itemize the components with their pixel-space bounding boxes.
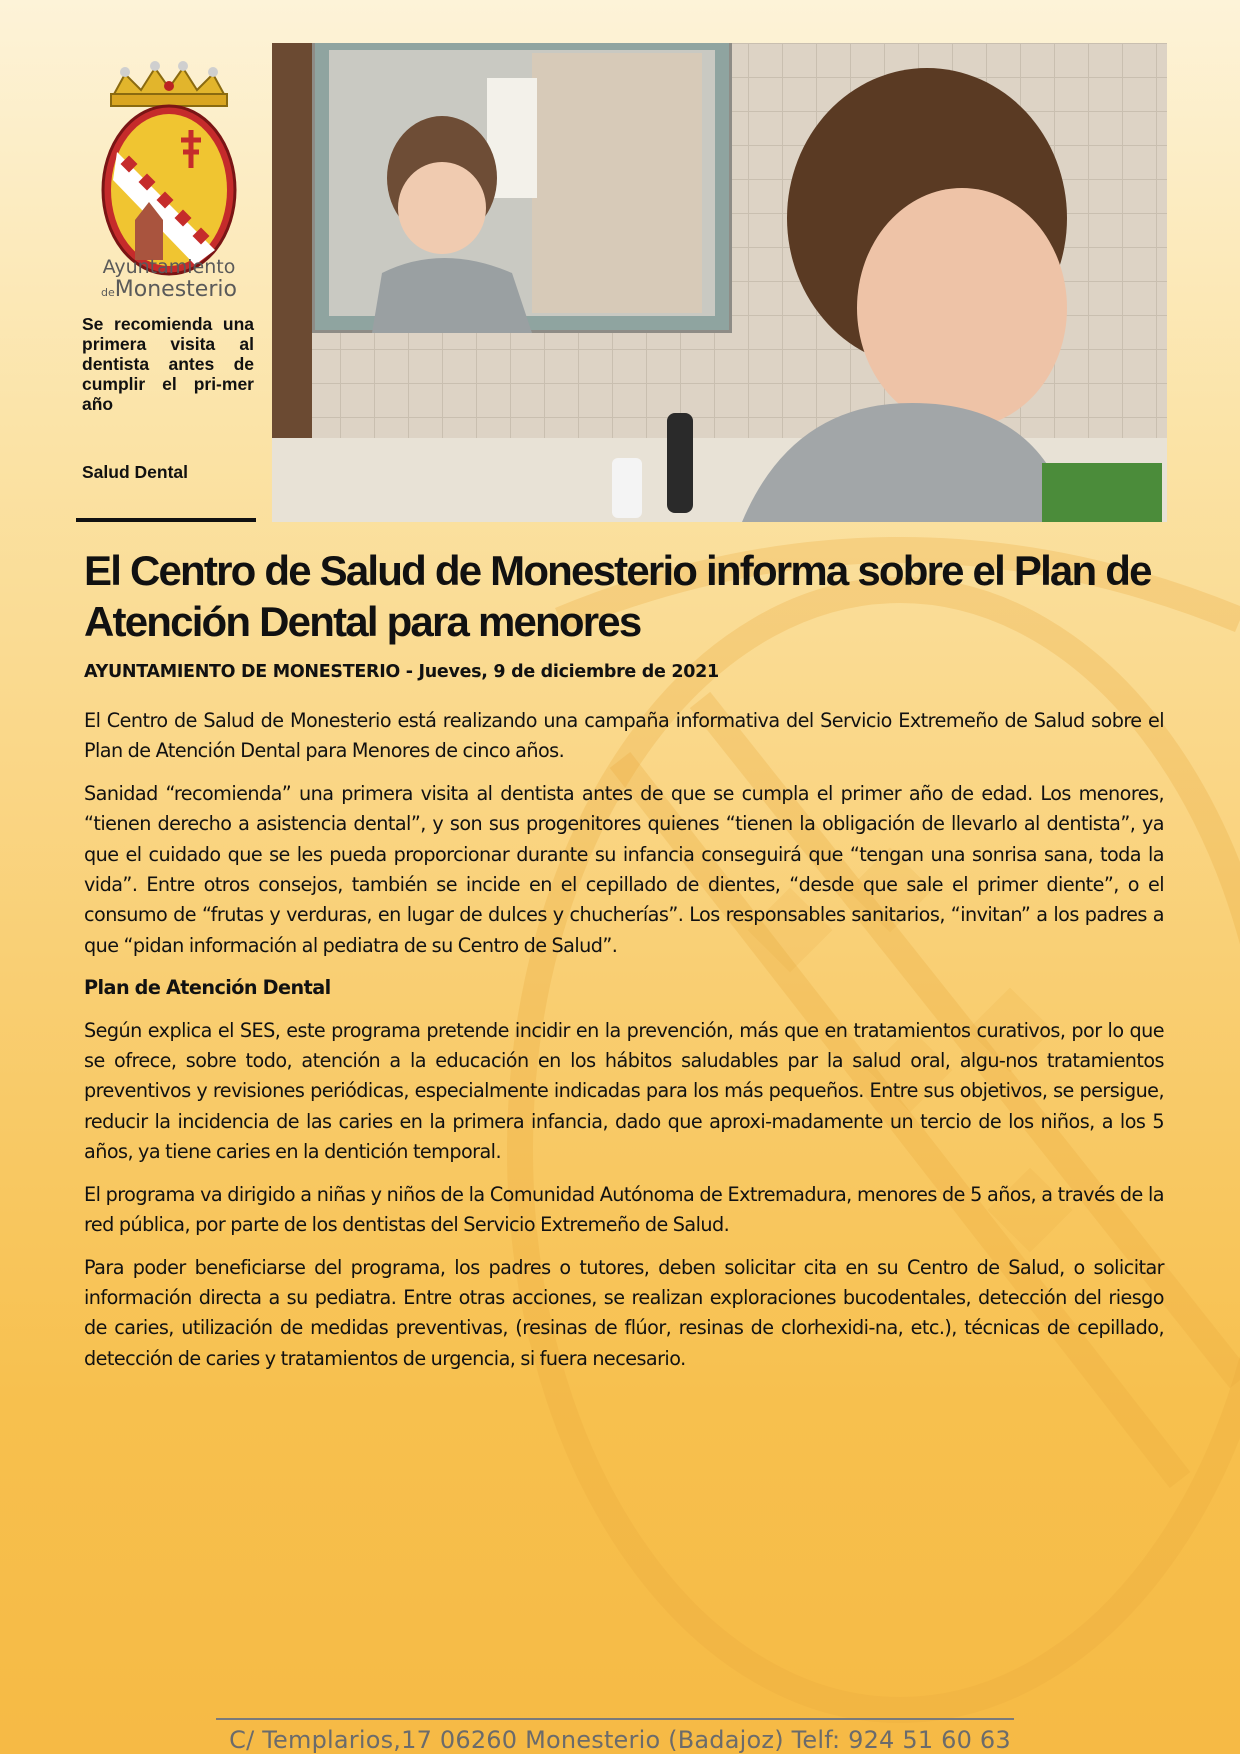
article-subheading: Plan de Atención Dental <box>84 976 331 1000</box>
article-body <box>84 706 1164 1386</box>
article-paragraph-5: Para poder beneficiarse del programa, los padres o tutores, deben solicitar cita en su Centro de Salud, o solicitar información directa a su pediatra. Entre otras acciones, se realizan exploraciones bucodentales, detección del riesgo de caries, utilización de medidas preventivas, (resinas de flúor, resinas de clorhexidi-na, etc.), técnicas de cepillado, detección de caries y tratamientos de urgencia, si fuera necesario. <box>84 1255 1164 1370</box>
byline-organization: AYUNTAMIENTO DE MONESTERIO <box>84 662 400 682</box>
byline-date: Jueves, 9 de diciembre de 2021 <box>418 662 719 682</box>
logo-line-2-name: Monesterio <box>114 276 237 302</box>
article-paragraph-3: Según explica el SES, este programa pretende incidir en la prevención, más que en tratamientos curativos, por lo que se ofrece, sobre todo, atención a la educación en los hábitos saludables par la salud oral, algu-nos tratamientos preventivos y revisiones periódicas, especialmente indicadas para los más pequeños. Entre sus objetivos, se persigue, reducir la incidencia de las caries en la primera infancia, dado que aproxi-madamente un tercio de los niños, a los 5 años, ya tiene caries en la dentición temporal. <box>84 1018 1164 1164</box>
logo-line-1: Ayuntamiento <box>102 256 236 278</box>
logo-line-2-prefix: de <box>101 285 115 299</box>
sidebar-divider <box>76 518 256 522</box>
article-photo <box>272 43 1167 522</box>
footer-divider <box>216 1718 1014 1720</box>
sidebar-section-label: Salud Dental <box>82 462 188 482</box>
article-paragraph-4: El programa va dirigido a niñas y niños de la Comunidad Autónoma de Extremadura, menores de 5 años, a través de la red pública, por parte de los dentistas del Servicio Extremeño de Salud. <box>84 1182 1164 1237</box>
article-paragraph-2: Sanidad “recomienda” una primera visita al dentista antes de que se cumpla el primer año de edad. Los menores, “tienen derecho a asistencia dental”, y son sus progenitores quienes “tienen la obligación de llevarlo al dentista”, ya que el cuidado que se les pueda proporcionar durante su infancia conseguirá que “tengan una sonrisa sana, toda la vida”. Entre otros consejos, también se incide en el cepillado de dientes, “desde que sale el primer diente”, o el consumo de “frutas y verduras, en lugar de dulces y chucherías”. Los responsables sanitarios, “invitan” a los padres a que “pidan información al pediatra de su Centro de Salud”. <box>84 781 1164 957</box>
article-headline: El Centro de Salud de Monesterio informa sobre el Plan de Atención Dental para menores <box>84 547 1151 645</box>
logo-caption <box>78 258 260 301</box>
footer-address: C/ Templarios,17 06260 Monesterio (Badajoz) Telf: 924 51 60 63 <box>229 1726 1011 1754</box>
logo-line-2 <box>78 278 260 301</box>
article-paragraph-1: El Centro de Salud de Monesterio está realizando una campaña informativa del Servicio Extremeño de Salud sobre el Plan de Atención Dental para Menores de cinco años. <box>84 709 1164 763</box>
article-byline <box>84 662 719 682</box>
sidebar-pull-quote: Se recomienda una primera visita al dentista antes de cumplir el pri-mer año <box>82 314 254 414</box>
byline-separator: - <box>399 662 419 682</box>
